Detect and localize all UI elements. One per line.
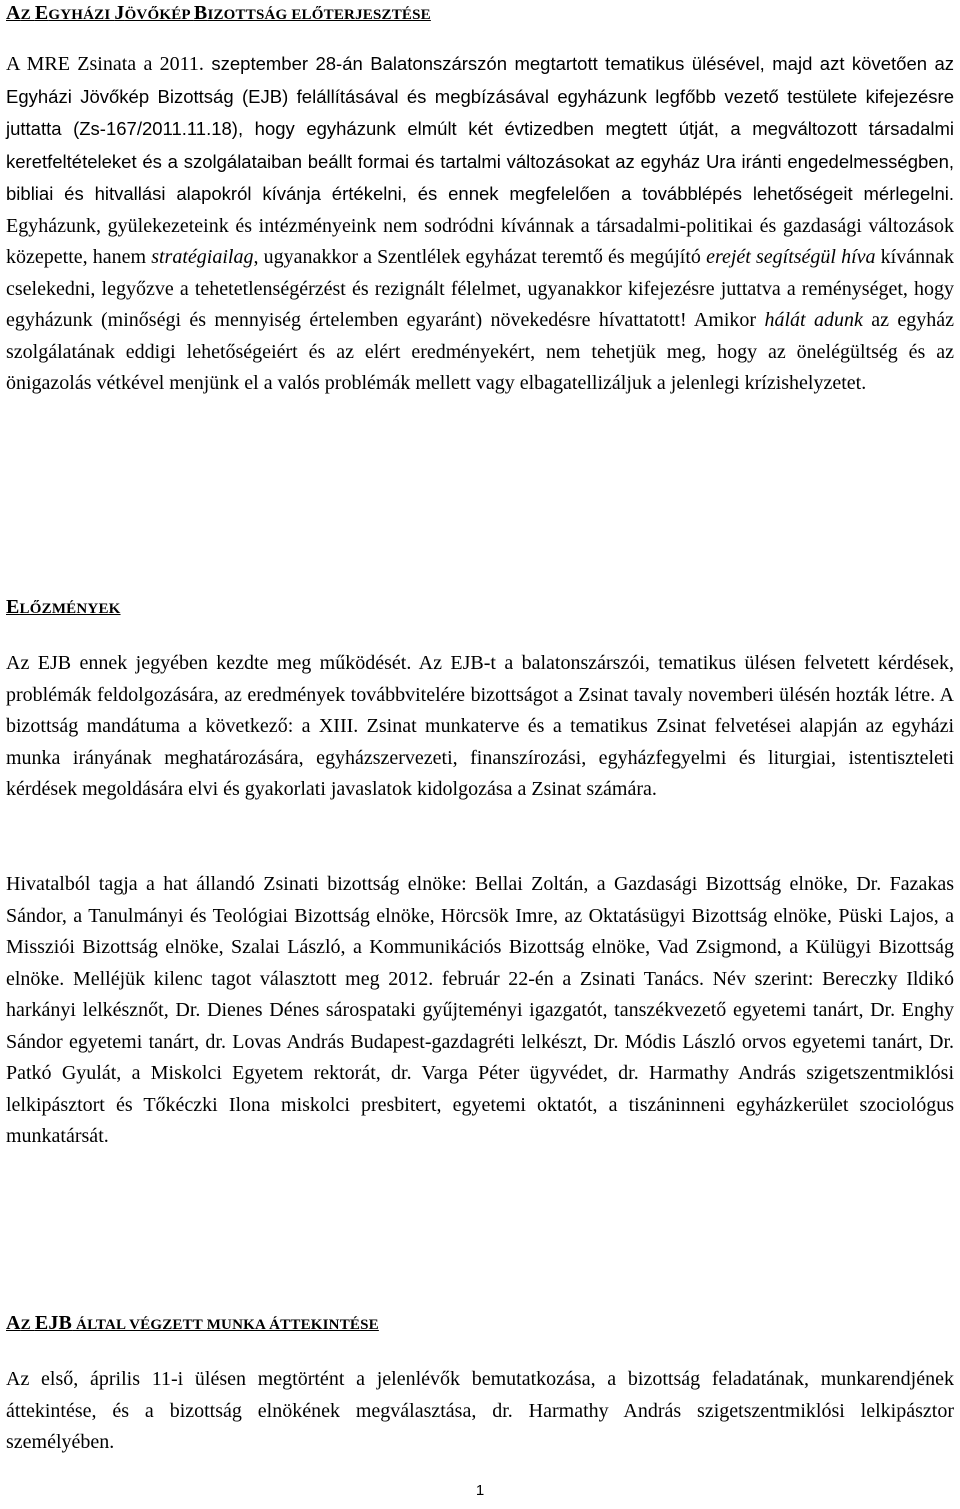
section-heading-overview: AZ EJB ÁLTAL VÉGZETT MUNKA ÁTTEKINTÉSE: [6, 1312, 379, 1334]
page-number: 1: [475, 1482, 485, 1499]
emphasis-strategic: stratégiailag: [151, 246, 254, 268]
background-paragraph-2: Hivatalból tagja a hat állandó Zsinati bizottság elnöke: Bellai Zoltán, a Gazdasági Bizottság elnöke, Dr. Fazakas Sándor, a Tanulmányi és Teológiai Bizottság elnöke, Hörcsök Imre, az Oktatásügyi Bizottság elnöke, Püski Lajos, a Missziói Bizottság elnöke, Szalai László, a Kommunikációs Bizottság elnöke, Vad Zsigmond, a Külügyi Bizottság elnöke. Melléjük kilenc tagot választott meg 2012. február 22-én a Zsinati Tanács. Név szerint: Bereczky Ildikó harkányi lelkésznőt, Dr. Dienes Dénes sárospataki gyűjteményi igazgatót, tanszékvezető egyetemi tanárt, Dr. Enghy Sándor egyetemi tanárt, dr. Lovas András Budapest-gazdagréti lelkészt, Dr. Módis László orvos egyetemi tanárt, Dr. Patkó Gyulát, a Miskolci Egyetem rektorát, dr. Varga Péter ügyvédet, dr. Harmathy András szigetszentmiklósi lelkipásztort és Tőkéczki Ilona miskolci presbitert, egyetemi oktatót, a tiszáninneni egyházkerület szociológus munkatársát.: [6, 873, 954, 1147]
overview-paragraph-1: Az első, április 11-i ülésen megtörtént a jelenlévők bemutatkozása, a bizottság feladatának, munkarendjének áttekintése, és a bizottság elnökének megválasztása, dr. Harmathy András szigetszentmiklósi lelkipásztor személyében.: [6, 1368, 954, 1453]
intro-paragraph: A MRE Zsinata a 2011. szeptember 28-án Balatonszárszón megtartott tematikus ülésével, majd azt követően az Egyházi Jövőkép Bizottság (EJB) felállításával és megbízásával egyházunk legfőbb vezető testülete kifejezésre juttatta (Zs-167/2011.11.18), hogy egyházunk elmúlt két évtizedben megtett útját, a megváltozott társadalmi keretfeltételeket és a szolgálataiban beállt formai és tartalmi változásokat az egyház Ura iránti engedelmességben, bibliai és hitvallási alapokról kívánja értékelni, és ennek megfelelően a továbblépés lehetőségeit mérlegelni. Egyházunk, gyülekezeteink és intézményeink nem sodródni kívánnak a társadalmi-politikai és gazdasági változások közepette, hanem stratégiailag, ugyanakkor a Szentlélek egyházat teremtő és megújító erejét segítségül híva kívánnak cselekedni, legyőzve a tehetetlenségérzést és rezignált félelmet, ugyanakkor kifejezésre juttatva a reménységet, hogy egyházunk (minőségi és mennyiség értelemben egyaránt) növekedésre hívattatott! Amikor hálát adunk az egyház szolgálatának eddigi lehetőségeiért és az elért eredményekért, nem tehetjük meg, hogy az önelégültség és az önigazolás vétkével menjünk el a valós problémák mellett vagy elbagatellizáljuk a jelenlegi krízishelyzetet.: [6, 53, 955, 394]
document-title: AZ EGYHÁZI JÖVŐKÉP BIZOTTSÁG ELŐTERJESZTÉSE: [6, 2, 431, 24]
background-paragraph-1: Az EJB ennek jegyében kezdte meg működését. Az EJB-t a balatonszárszói, tematikus ülésen felvetett kérdések, problémák feldolgozására, az eredmények továbbvitelére bizottságot a Zsinat tavaly novemberi ülésén hozták létre. A bizottság mandátuma a következő: a XIII. Zsinat munkaterve és a tematikus Zsinat felvetései alapján az egyházi munka irányának meghatározására, egyházszervezeti, finanszírozási, egyházfegyelmi és liturgiai, istentiszteleti kérdések megoldására elvi és gyakorlati javaslatok kidolgozása a Zsinat számára.: [6, 652, 954, 800]
emphasis-spirit: erejét segítségül híva: [706, 246, 876, 268]
emphasis-thanks: hálát adunk: [764, 309, 863, 331]
section-heading-background: ELŐZMÉNYEK: [6, 596, 121, 618]
